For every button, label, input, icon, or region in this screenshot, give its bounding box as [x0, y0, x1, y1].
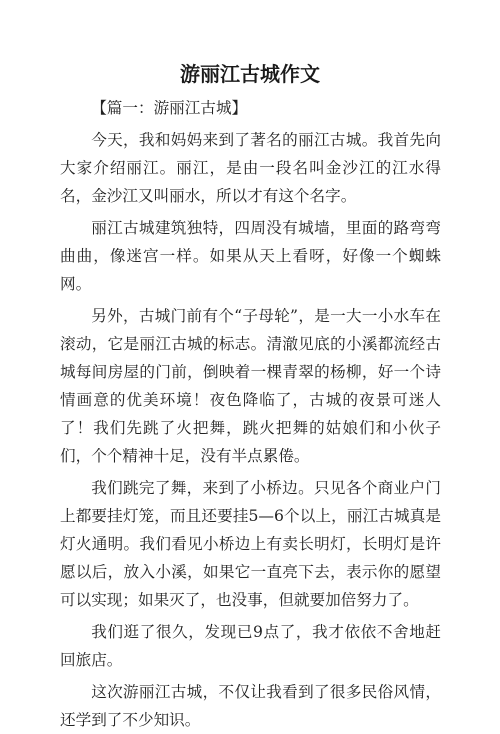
paragraph-1: 今天，我和妈妈来到了著名的丽江古城。我首先向大家介绍丽江。丽江，是由一段名叫金沙江的江水得名，金沙江又叫丽水，所以才有这个名字。: [60, 131, 441, 205]
document-title: 游丽江古城作文: [180, 62, 320, 86]
paragraph-6: 这次游丽江古城，不仅让我看到了很多民俗风情，还学到了不少知识。: [60, 683, 441, 729]
paragraph-2: 丽江古城建筑独特，四周没有城墙，里面的路弯弯曲曲，像迷宫一样。如果从天上看呀，好像一个蜘蛛网。: [60, 219, 441, 293]
paragraph-5: 我们逛了很久，发现已9点了，我才依依不舍地赶回旅店。: [60, 623, 441, 669]
article-body: [60, 94, 441, 734]
paragraph-3: 另外，古城门前有个“子母轮”，是一大一小水车在滚动，它是丽江古城的标志。清澈见底的小溪都流经古城每间房屋的门前，倒映着一棵青翠的杨柳，好一个诗情画意的优美环境！夜色降临了，古城的夜景可迷人了！我们先跳了火把舞，跳火把舞的姑娘们和小伙子们，个个精神十足，没有半点累倦。: [60, 307, 441, 465]
paragraph-4: 我们跳完了舞，来到了小桥边。只见各个商业户门上都要挂灯笼，而且还要挂5—6个以上，丽江古城真是灯火通明。我们看见小桥边上有卖长明灯，长明灯是许愿以后，放入小溪，如果它一直亮下去，表示你的愿望可以实现；如果灭了，也没事，但就要加倍努力了。: [60, 479, 441, 609]
section-label: 【篇一：游丽江古城】: [91, 99, 248, 117]
